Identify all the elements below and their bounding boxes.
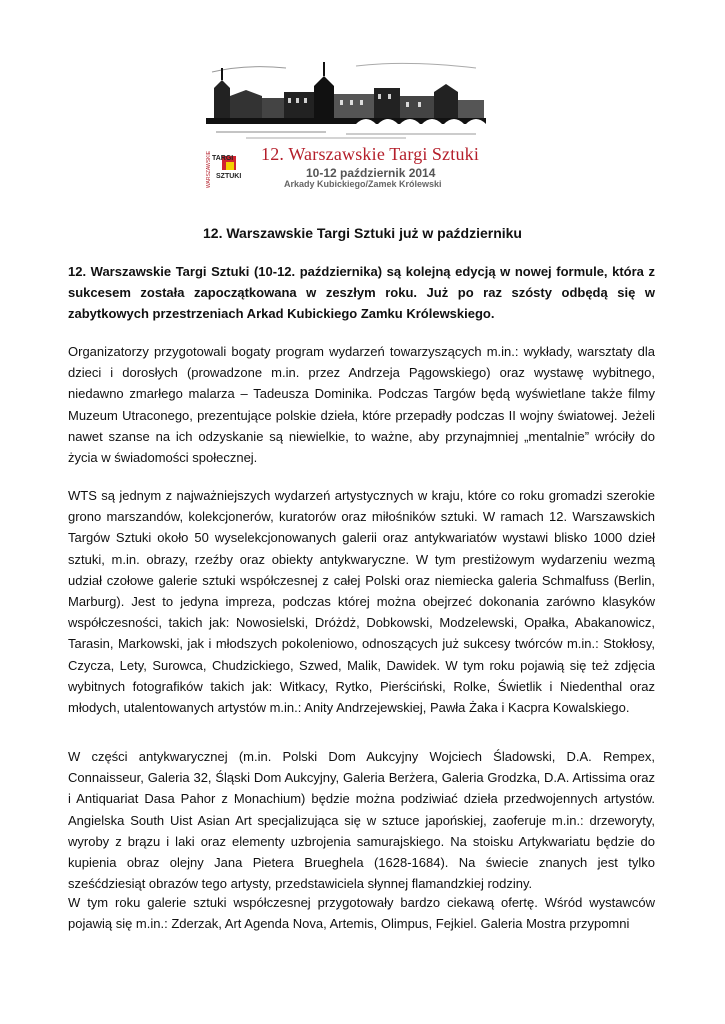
lead-paragraph: 12. Warszawskie Targi Sztuki (10-12. października) są kolejną edycją w nowej formule, która z sukcesem została zapoczątkowana w zeszłym roku. Już po raz szósty odbędą się w zabytkowych przestrzeniach Arkad Kubickiego Zamku Królewskiego. bbox=[68, 264, 655, 322]
event-title-word-2: Targi bbox=[389, 144, 428, 164]
article-title: 12. Warszawskie Targi Sztuki już w październiku bbox=[203, 225, 522, 241]
event-venue: Arkady Kubickiego/Zamek Królewski bbox=[284, 179, 442, 189]
event-banner bbox=[206, 58, 486, 190]
event-title bbox=[261, 144, 491, 165]
paragraph-antiques: W części antykwarycznej (m.in. Polski Dom Aukcyjny Wojciech Śladowski, D.A. Rempex, Connaisseur, Galeria 32, Śląski Dom Aukcyjny, Galeria Berżera, Galeria Grodzka, D.A. Artissima oraz i Antiquariat Dasa Pahor z Monachium) będzie można podziwiać dzieła przedwojennych artystów. Angielska South Uist Asian Art specjalizująca się w sztuce japońskiej, zaoferuje m.in.: drzeworyty, wyroby z brązu i laki oraz elementy uzbrojenia samurajskiego. Na stoisku Artykwariatu będzie do kupienia obraz olejny Jana Pietera Brueghela (1628-1684). Na świecie znanych jest tylko sześćdziesiąt obrazów tego artysty, przedstawiciela słynnej flamandzkiej rodziny. bbox=[68, 749, 655, 892]
paragraph-contemporary: W tym roku galerie sztuki współczesnej przygotowały bardzo ciekawą ofertę. Wśród wystawców pojawią się m.in.: Zderzak, Art Agenda Nova, Artemis, Olimpus, Fejkiel. Galeria Mostra przypomni bbox=[68, 895, 655, 932]
event-title-word-1: Warszawskie bbox=[288, 144, 386, 164]
targi-sztuki-logo bbox=[206, 148, 260, 192]
logo-sztuki-text: SZTUKI bbox=[216, 173, 242, 180]
paragraph-program: Organizatorzy przygotowali bogaty program wydarzeń towarzyszących m.in.: wykłady, warsztaty dla dzieci i dorosłych (prowadzone m.in. przez Andrzeja Pągowskiego) oraz wystawę wybitnego, niedawno zmarłego malarza – Tadeusza Dominika. Podczas Targów będą wyświetlane także filmy Muzeum Utraconego, prezentujące polskie dzieła, które przepadły podczas II wojny światowej. Jeżeli nawet szanse na ich odzyskanie są niewielkie, to ważne, aby przynajmniej „mentalnie” wróciły do życia w świadomości społecznej. bbox=[68, 344, 655, 466]
event-title-word-3: Sztuki bbox=[431, 144, 480, 164]
paragraph-galleries: WTS są jednym z najważniejszych wydarzeń artystycznych w kraju, które co roku gromadzi szerokie grono marszandów, kolekcjonerów, kuratorów oraz miłośników sztuki. W ramach 12. Warszawskich Targów Sztuki około 50 wyselekcjonowanych galerii oraz antykwariatów wystawi blisko 1000 dzieł sztuki, m.in. obrazy, rzeźby oraz obiekty antykwaryczne. W tym prestiżowym wydarzeniu wezmą udział czołowe galerie sztuki współczesnej z całej Polski oraz niemiecka galeria Schmalfuss (Berlin, Marburg). Jest to jedyna impreza, podczas której można obejrzeć dokonania zarówno klasyków współczesności, takich jak: Nowosielski, Dróżdż, Dobkowski, Modzelewski, Opałka, Abakanowicz, Tarasin, Markowski, jak i młodszych pokoleniowo, odnoszących już sukcesy twórców m.in.: Stokłosy, Czycza, Lety, Surowca, Chudzickiego, Szwed, Malik, Dawidek. W tym roku pojawią się też zdjęcia wybitnych fotografików takich jak: Witkacy, Rytko, Pierściński, Rolke, Świetlik i Niedenthal oraz młodych, utalentowanych artystów m.in.: Anity Andrzejewskiej, Pawła Żaka i Kacpra Kowalskiego. bbox=[68, 488, 655, 716]
warsaw-skyline-illustration bbox=[206, 58, 486, 144]
logo-side-text: WARSZAWSKIE bbox=[206, 150, 212, 188]
event-title-number: 12. bbox=[261, 144, 285, 164]
logo-targi-text: TARGI bbox=[212, 155, 234, 162]
event-dates: 10-12 październik 2014 bbox=[306, 166, 436, 180]
